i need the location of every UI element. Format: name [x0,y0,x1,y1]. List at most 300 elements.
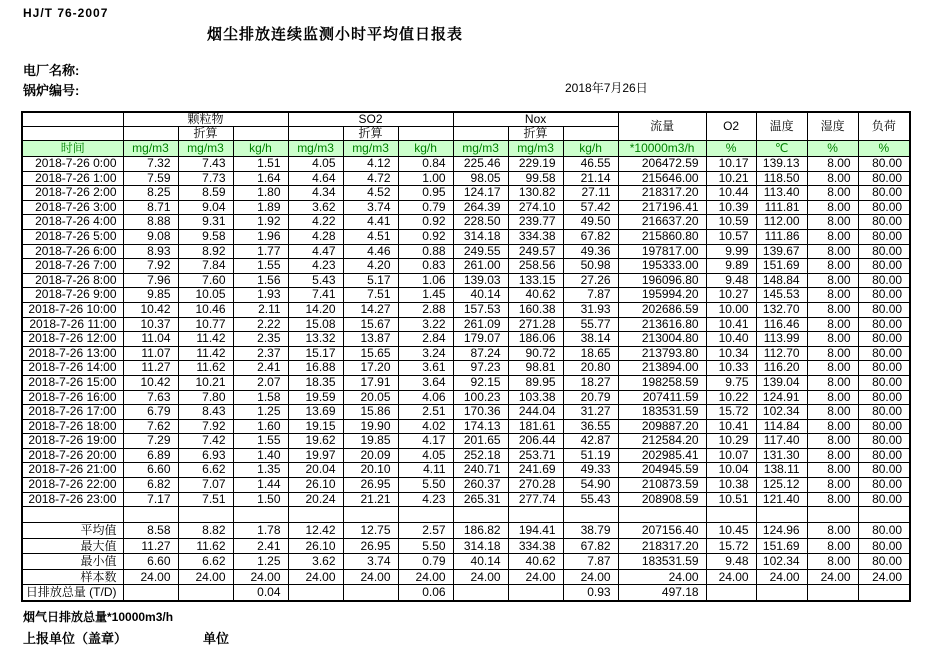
cell: 21.21 [343,492,398,507]
cell: 10.40 [706,332,756,347]
cell: 170.36 [453,405,508,420]
cell: 277.74 [508,492,563,507]
cell: 181.61 [508,419,563,434]
cell: 18.65 [563,346,618,361]
cell: 24.00 [756,569,807,585]
cell: 80.00 [858,244,910,259]
cell: 10.77 [178,317,233,332]
cell: 265.31 [453,492,508,507]
cell: 24.00 [178,569,233,585]
cell: 16.88 [288,361,343,376]
cell: 11.62 [178,361,233,376]
cell: 160.38 [508,302,563,317]
cell: 15.86 [343,405,398,420]
cell: 10.51 [706,492,756,507]
cell: 145.53 [756,288,807,303]
cell: 1.60 [233,419,288,434]
cell: 8.00 [807,157,858,172]
cell: 80.00 [858,361,910,376]
row-label-cell: 2018-7-26 19:00 [22,434,123,449]
cell: 99.58 [508,171,563,186]
row-label-cell: 2018-7-26 4:00 [22,215,123,230]
summary-row [22,538,910,554]
cell: 4.12 [343,157,398,172]
cell: 151.69 [756,259,807,274]
cell: 80.00 [858,259,910,274]
time-column-header: 时间 [22,141,123,157]
cell: 1.44 [233,478,288,493]
cell: 102.34 [756,405,807,420]
cell [706,585,756,601]
cell: 8.82 [178,523,233,539]
cell [807,585,858,601]
cell: 10.27 [706,288,756,303]
pm-kgh-spacer [233,127,288,141]
col-header-temperature: 温度 [756,112,807,141]
cell: 8.00 [807,538,858,554]
cell: 7.87 [563,554,618,570]
cell: 103.38 [508,390,563,405]
cell: 80.00 [858,375,910,390]
cell: 0.06 [398,585,453,601]
row-label-cell: 2018-7-26 22:00 [22,478,123,493]
header-row-units [22,141,910,157]
cell: 6.60 [123,463,178,478]
table-row [22,186,910,201]
cell: 14.27 [343,302,398,317]
col-header-load: 负荷 [858,112,910,141]
cell: 116.20 [756,361,807,376]
cell: 10.38 [706,478,756,493]
cell: 215860.80 [618,229,706,244]
so2-raw-spacer [288,127,343,141]
cell: 8.00 [807,419,858,434]
cell: 157.53 [453,302,508,317]
cell [807,507,858,523]
cell: 10.21 [178,375,233,390]
unit-nox-mg: mg/m3 [453,141,508,157]
row-label-cell: 2018-7-26 14:00 [22,361,123,376]
col-header-o2: O2 [706,112,756,141]
cell [343,507,398,523]
cell [706,507,756,523]
cell: 113.40 [756,186,807,201]
cell: 8.88 [123,215,178,230]
cell: 31.27 [563,405,618,420]
cell: 2.41 [233,538,288,554]
cell: 9.04 [178,200,233,215]
cell: 92.15 [453,375,508,390]
summary-row [22,554,910,570]
cell: 7.42 [178,434,233,449]
cell: 4.23 [288,259,343,274]
cell: 7.92 [123,259,178,274]
unit-load: % [858,141,910,157]
cell: 186.82 [453,523,508,539]
cell: 206.44 [508,434,563,449]
cell: 57.42 [563,200,618,215]
cell: 40.14 [453,554,508,570]
cell: 125.12 [756,478,807,493]
cell: 258.56 [508,259,563,274]
row-label-cell: 2018-7-26 16:00 [22,390,123,405]
cell: 49.50 [563,215,618,230]
cell: 10.46 [178,302,233,317]
cell: 10.45 [706,523,756,539]
cell: 244.04 [508,405,563,420]
cell: 7.92 [178,419,233,434]
cell: 67.82 [563,229,618,244]
cell [453,585,508,601]
cell: 0.83 [398,259,453,274]
cell [858,507,910,523]
cell: 8.00 [807,375,858,390]
cell: 213894.00 [618,361,706,376]
cell: 2.37 [233,346,288,361]
cell [563,507,618,523]
cell: 11.42 [178,332,233,347]
cell: 2.11 [233,302,288,317]
cell: 0.04 [233,585,288,601]
cell: 55.77 [563,317,618,332]
report-date: 2018年7月26日 [565,81,648,95]
cell: 8.00 [807,244,858,259]
cell: 197817.00 [618,244,706,259]
cell: 207156.40 [618,523,706,539]
cell: 20.79 [563,390,618,405]
cell: 13.32 [288,332,343,347]
cell: 207411.59 [618,390,706,405]
row-label-cell: 2018-7-26 11:00 [22,317,123,332]
cell: 7.73 [178,171,233,186]
cell: 6.89 [123,448,178,463]
cell: 3.24 [398,346,453,361]
row-label-cell: 2018-7-26 17:00 [22,405,123,420]
cell: 139.13 [756,157,807,172]
cell: 15.65 [343,346,398,361]
cell: 15.72 [706,405,756,420]
cell: 10.05 [178,288,233,303]
cell: 4.17 [398,434,453,449]
cell: 9.48 [706,273,756,288]
cell: 0.79 [398,554,453,570]
cell: 4.23 [398,492,453,507]
cell: 8.43 [178,405,233,420]
cell: 8.00 [807,434,858,449]
cell: 100.23 [453,390,508,405]
cell: 240.71 [453,463,508,478]
cell: 26.10 [288,478,343,493]
cell: 11.62 [178,538,233,554]
row-label-cell: 样本数 [22,569,123,585]
cell: 8.00 [807,405,858,420]
cell: 117.40 [756,434,807,449]
cell: 7.41 [288,288,343,303]
cell: 334.38 [508,538,563,554]
so2-converted-label: 折算 [343,127,398,141]
cell: 1.92 [233,215,288,230]
table-row [22,302,910,317]
cell: 1.06 [398,273,453,288]
header-row-groups [22,112,910,127]
cell: 5.50 [398,538,453,554]
cell: 38.14 [563,332,618,347]
cell: 19.62 [288,434,343,449]
cell: 8.00 [807,200,858,215]
cell: 132.70 [756,302,807,317]
cell: 217196.41 [618,200,706,215]
unit-nox-conv-mg: mg/m3 [508,141,563,157]
cell: 1.55 [233,259,288,274]
cell: 24.00 [706,569,756,585]
cell: 80.00 [858,171,910,186]
cell: 0.92 [398,215,453,230]
cell [178,585,233,601]
cell: 80.00 [858,554,910,570]
row-label-cell: 最大值 [22,538,123,554]
nox-kgh-spacer [563,127,618,141]
cell: 80.00 [858,346,910,361]
cell: 7.84 [178,259,233,274]
col-header-humidity: 湿度 [807,112,858,141]
spacer-row [22,507,910,523]
cell [178,507,233,523]
cell: 1.50 [233,492,288,507]
cell: 26.95 [343,538,398,554]
cell: 249.57 [508,244,563,259]
cell: 10.07 [706,448,756,463]
cell: 7.29 [123,434,178,449]
cell: 8.00 [807,317,858,332]
cell: 8.00 [807,288,858,303]
cell: 8.00 [807,361,858,376]
cell [233,507,288,523]
cell: 87.24 [453,346,508,361]
cell: 10.00 [706,302,756,317]
unit-temperature: ℃ [756,141,807,157]
cell: 8.58 [123,523,178,539]
nox-raw-spacer [453,127,508,141]
cell: 24.00 [618,569,706,585]
row-label-cell [22,507,123,523]
table-row [22,244,910,259]
cell: 261.00 [453,259,508,274]
cell: 213616.80 [618,317,706,332]
cell: 179.07 [453,332,508,347]
cell: 17.91 [343,375,398,390]
cell: 183531.59 [618,405,706,420]
cell: 1.40 [233,448,288,463]
cell: 7.63 [123,390,178,405]
group-header-pm: 颗粒物 [123,112,288,127]
row-label-cell: 2018-7-26 10:00 [22,302,123,317]
time-header-spacer [22,112,123,127]
cell: 15.08 [288,317,343,332]
cell: 10.59 [706,215,756,230]
cell: 264.39 [453,200,508,215]
cell: 7.32 [123,157,178,172]
cell: 0.84 [398,157,453,172]
flue-gas-total-label: 烟气日排放总量*10000m3/h [23,610,174,624]
cell: 118.50 [756,171,807,186]
cell: 11.07 [123,346,178,361]
cell: 5.17 [343,273,398,288]
cell: 8.59 [178,186,233,201]
table-row [22,215,910,230]
table-row [22,434,910,449]
cell: 121.40 [756,492,807,507]
cell: 31.93 [563,302,618,317]
cell: 1.45 [398,288,453,303]
cell: 209887.20 [618,419,706,434]
cell: 8.00 [807,554,858,570]
cell: 26.10 [288,538,343,554]
cell: 51.19 [563,448,618,463]
cell: 36.55 [563,419,618,434]
cell: 151.69 [756,538,807,554]
cell: 55.43 [563,492,618,507]
cell: 7.17 [123,492,178,507]
cell: 24.00 [858,569,910,585]
cell: 80.00 [858,273,910,288]
cell: 208908.59 [618,492,706,507]
cell: 46.55 [563,157,618,172]
cell: 20.80 [563,361,618,376]
cell: 216637.20 [618,215,706,230]
cell: 4.64 [288,171,343,186]
cell: 11.27 [123,361,178,376]
row-label-cell: 2018-7-26 13:00 [22,346,123,361]
cell: 210873.59 [618,478,706,493]
cell [123,507,178,523]
cell: 9.48 [706,554,756,570]
cell: 138.11 [756,463,807,478]
cell: 80.00 [858,463,910,478]
cell: 116.46 [756,317,807,332]
cell: 80.00 [858,288,910,303]
cell: 202985.41 [618,448,706,463]
unit-so2-conv-mg: mg/m3 [343,141,398,157]
cell: 80.00 [858,492,910,507]
cell: 5.43 [288,273,343,288]
cell: 4.05 [288,157,343,172]
cell: 8.00 [807,492,858,507]
cell: 54.90 [563,478,618,493]
cell: 80.00 [858,448,910,463]
cell [343,585,398,601]
cell: 10.57 [706,229,756,244]
cell: 7.60 [178,273,233,288]
page-title: 烟尘排放连续监测小时平均值日报表 [207,26,464,43]
col-header-flow: 流量 [618,112,706,141]
table-row [22,463,910,478]
table-head [22,112,910,157]
cell: 2.57 [398,523,453,539]
cell: 14.20 [288,302,343,317]
cell: 195333.00 [618,259,706,274]
cell: 10.42 [123,375,178,390]
cell: 206472.59 [618,157,706,172]
cell: 8.00 [807,448,858,463]
row-label-cell: 平均值 [22,523,123,539]
table-body [22,157,910,601]
cell: 8.00 [807,171,858,186]
cell: 19.97 [288,448,343,463]
table-row [22,419,910,434]
cell: 4.02 [398,419,453,434]
cell: 239.77 [508,215,563,230]
cell: 4.28 [288,229,343,244]
table-row [22,405,910,420]
cell: 1.51 [233,157,288,172]
cell: 80.00 [858,434,910,449]
pm-converted-label: 折算 [178,127,233,141]
cell: 5.50 [398,478,453,493]
cell: 3.62 [288,554,343,570]
cell: 9.85 [123,288,178,303]
row-label-cell: 2018-7-26 3:00 [22,200,123,215]
row-label-cell: 2018-7-26 18:00 [22,419,123,434]
cell: 130.82 [508,186,563,201]
pm-raw-spacer [123,127,178,141]
cell: 13.69 [288,405,343,420]
cell: 24.00 [453,569,508,585]
cell: 10.44 [706,186,756,201]
cell: 80.00 [858,317,910,332]
boiler-number-label: 锅炉编号: [23,83,80,98]
row-label-cell: 2018-7-26 8:00 [22,273,123,288]
cell: 1.00 [398,171,453,186]
cell: 7.51 [178,492,233,507]
cell: 4.47 [288,244,343,259]
row-label-cell: 2018-7-26 1:00 [22,171,123,186]
cell: 112.70 [756,346,807,361]
table-row [22,200,910,215]
cell: 10.41 [706,419,756,434]
cell: 195994.20 [618,288,706,303]
table-row [22,229,910,244]
cell [508,507,563,523]
cell: 139.04 [756,375,807,390]
cell: 1.25 [233,405,288,420]
group-header-so2: SO2 [288,112,453,127]
row-label-cell: 2018-7-26 6:00 [22,244,123,259]
time-header-spacer2 [22,127,123,141]
cell: 80.00 [858,405,910,420]
cell: 8.00 [807,478,858,493]
report-table [21,111,911,602]
unit-so2-mg: mg/m3 [288,141,343,157]
cell: 0.92 [398,229,453,244]
cell: 50.98 [563,259,618,274]
cell: 80.00 [858,302,910,317]
table-row [22,361,910,376]
cell: 124.96 [756,523,807,539]
cell: 3.62 [288,200,343,215]
group-header-nox: Nox [453,112,618,127]
cell: 8.00 [807,229,858,244]
cell: 4.41 [343,215,398,230]
cell [398,507,453,523]
cell: 80.00 [858,332,910,347]
cell: 111.86 [756,229,807,244]
cell: 8.25 [123,186,178,201]
cell: 80.00 [858,157,910,172]
cell: 89.95 [508,375,563,390]
unit-pm-mg: mg/m3 [123,141,178,157]
cell: 24.00 [807,569,858,585]
cell: 196096.80 [618,273,706,288]
